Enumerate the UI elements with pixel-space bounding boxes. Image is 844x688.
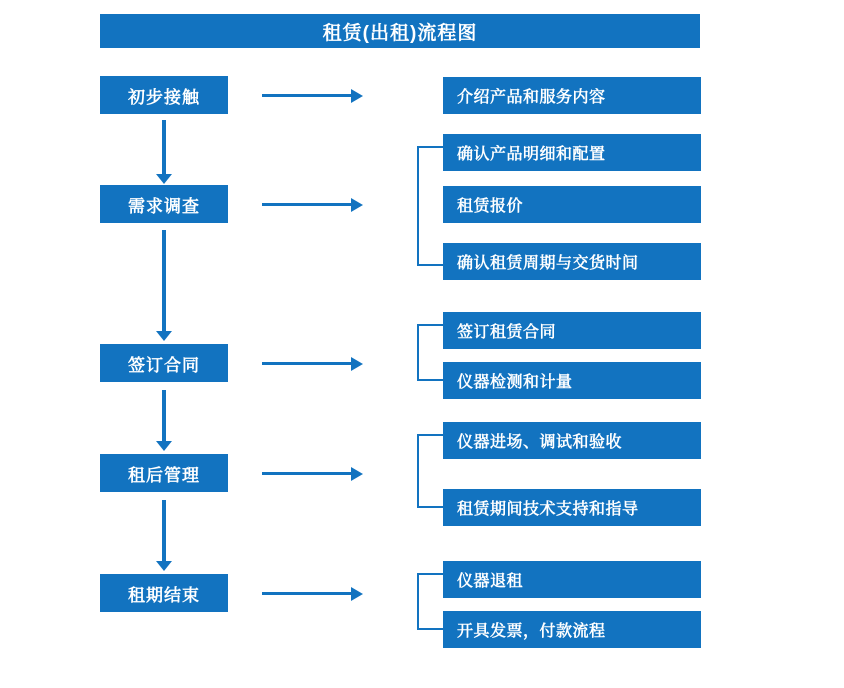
group-bracket-4 — [417, 573, 443, 630]
horizontal-arrow-5 — [262, 592, 352, 595]
horizontal-arrow-2 — [262, 203, 352, 206]
detail-box-7[interactable]: 仪器进场、调试和验收 — [443, 422, 701, 459]
horizontal-arrow-1 — [262, 94, 352, 97]
stage-box-2[interactable]: 需求调查 — [100, 185, 228, 223]
detail-box-8[interactable]: 租赁期间技术支持和指导 — [443, 489, 701, 526]
horizontal-arrow-4 — [262, 472, 352, 475]
horizontal-arrow-3 — [262, 362, 352, 365]
vertical-arrow-3 — [162, 390, 166, 442]
stage-box-1[interactable]: 初步接触 — [100, 76, 228, 114]
vertical-arrow-1 — [162, 120, 166, 175]
vertical-arrow-4 — [162, 500, 166, 562]
detail-box-6[interactable]: 仪器检测和计量 — [443, 362, 701, 399]
detail-box-1[interactable]: 介绍产品和服务内容 — [443, 77, 701, 114]
group-bracket-3 — [417, 434, 443, 508]
stage-box-3[interactable]: 签订合同 — [100, 344, 228, 382]
detail-box-4[interactable]: 确认租赁周期与交货时间 — [443, 243, 701, 280]
detail-box-5[interactable]: 签订租赁合同 — [443, 312, 701, 349]
detail-box-10[interactable]: 开具发票，付款流程 — [443, 611, 701, 648]
detail-box-3[interactable]: 租赁报价 — [443, 186, 701, 223]
group-bracket-1 — [417, 146, 443, 266]
stage-box-4[interactable]: 租后管理 — [100, 454, 228, 492]
vertical-arrow-2 — [162, 230, 166, 332]
detail-box-2[interactable]: 确认产品明细和配置 — [443, 134, 701, 171]
group-bracket-2 — [417, 324, 443, 381]
page-title: 租赁(出租)流程图 — [100, 14, 700, 48]
detail-box-9[interactable]: 仪器退租 — [443, 561, 701, 598]
stage-box-5[interactable]: 租期结束 — [100, 574, 228, 612]
